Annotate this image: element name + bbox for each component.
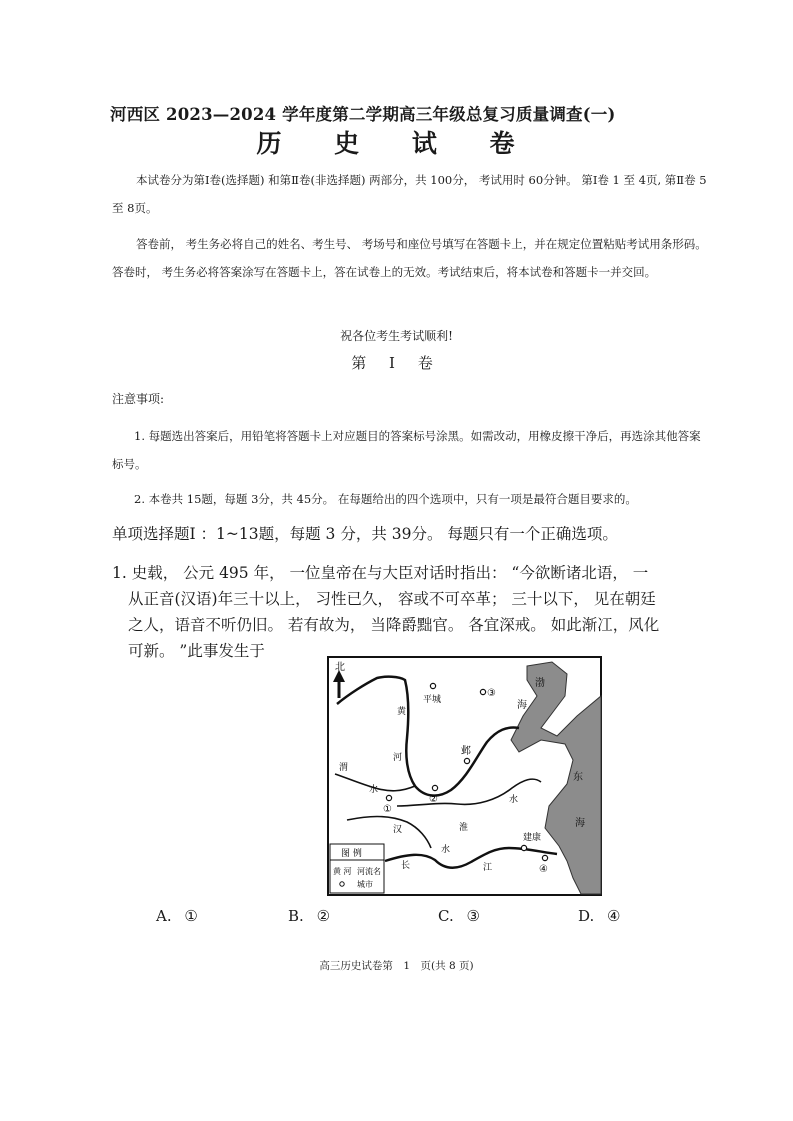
legend-city-dot [340,882,344,886]
notice-item-1: 1. 每题选出答案后，用铅笔将答题卡上对应题目的答案标号涂黑。如需改动，用橡皮擦干净后，再选涂其他答案标号。 [112,429,701,471]
page-footer: 高三历史试卷第 1 页(共 8 页) [319,960,474,972]
marker-2-label: ② [429,794,438,805]
north-label: 北 [335,662,345,673]
sea-label-hai2: 海 [575,818,585,829]
legend-title: 图 例 [341,849,362,859]
option-b [288,907,330,925]
river-label-huang: 黄 [397,707,407,717]
section-title: 第 Ⅰ 卷 [351,354,442,372]
river-label-shui: 水 [369,785,379,795]
option-d [578,907,621,925]
option-a-label: A. [156,907,172,925]
river-label-jiang: 江 [483,863,493,873]
option-c [438,907,480,925]
legend-city-label: 城市 [357,880,373,889]
river-label-he: 河 [393,753,403,763]
sea-label-bo: 渤 [535,678,545,689]
marker-3-label: ③ [487,688,496,699]
intro-paragraph-1: 本试卷分为第Ⅰ卷(选择题) 和第Ⅱ卷(非选择题) 两部分，共 100分， 考试用时 60分钟。 第Ⅰ卷 1 至 4页, 第Ⅱ卷 5至 8页。 [112,173,707,215]
intro-paragraph-2: 答卷前， 考生务必将自己的姓名、考生号、 考场号和座位号填写在答题卡上，并在规定位置粘贴考试用条形码。 答卷时， 考生务必将答案涂写在答题卡上，答在试卷上的无效。考试结束后，将本试卷和答题卡一并交回。 [112,237,707,279]
option-b-value: ② [316,907,331,925]
city-pingcheng-dot [430,683,435,688]
exam-header: 河西区 2023—2024 学年度第二学期高三年级总复习质量调查(一) [110,105,616,124]
notice-item-2: 2. 本卷共 15题，每题 3分，共 45分。 在每题给出的四个选项中，只有一项是最符合题目要求的。 [134,492,637,506]
historical-map [327,656,602,896]
river-label-shui2: 水 [509,795,519,805]
marker-4-label: ④ [539,864,548,875]
marker-3-dot [480,689,485,694]
marker-1-label: ① [383,804,392,815]
page-title: 历 史 试 卷 [256,129,537,158]
city-jiankang-dot [521,845,526,850]
question-1-line-4: 可新。 ”此事发生于 [128,642,265,660]
city-ye-label: 邺 [461,746,471,757]
option-d-value: ④ [607,907,621,925]
sea-label-dong: 东 [573,772,583,783]
city-pingcheng-label: 平城 [423,695,442,705]
river-label-huai: 淮 [459,823,469,833]
option-b-label: B. [288,907,304,925]
marker-2-dot [432,785,437,790]
city-jiankang-label: 建康 [523,833,542,843]
option-d-label: D. [578,907,595,925]
marker-1-dot [386,795,391,800]
legend-river-label: 河流名 [357,867,381,876]
river-label-han: 汉 [393,825,403,835]
option-c-label: C. [438,907,454,925]
city-ye-dot [464,758,469,763]
single-choice-heading: 单项选择题Ⅰ ：1~13题，每题 3 分，共 39分。 每题只有一个正确选项。 [112,525,618,543]
option-a-value: ① [184,907,198,925]
notice-title: 注意事项: [112,392,165,406]
option-c-value: ③ [466,907,480,925]
legend-river: 黄 河 [333,867,352,876]
question-1-line-1: 1. 史载， 公元 495 年， 一位皇帝在与大臣对话时指出： “今欲断诸北语， 一 [112,564,649,582]
option-a [156,907,198,925]
question-1-line-3: 之人，语音不听仍旧。 若有故为， 当降爵黜官。 各宜深戒。 如此渐冮，风化 [128,616,660,634]
question-1-line-2: 从正音(汉语)年三十以上， 习性已久， 容或不可卒革； 三十以下， 见在朝廷 [128,590,656,608]
river-label-chang: 长 [401,861,411,871]
wish-line: 祝各位考生考试顺利! [340,329,453,343]
river-label-shui3: 水 [441,845,451,855]
river-label-wei: 渭 [339,763,349,773]
marker-4-dot [542,855,547,860]
sea-label-hai: 海 [517,700,527,711]
